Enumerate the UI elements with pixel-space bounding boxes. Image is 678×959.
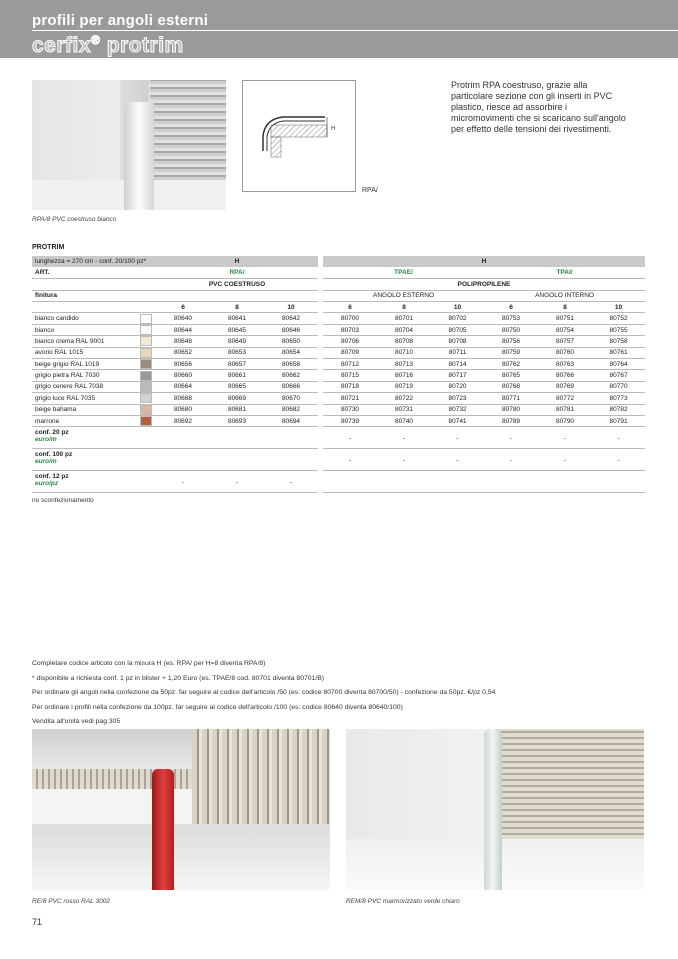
article-code: 80680 — [156, 404, 210, 415]
art-label: ART. — [32, 267, 156, 278]
article-code: 80759 — [484, 347, 538, 358]
article-code: 80649 — [210, 336, 264, 347]
article-code: 80754 — [538, 324, 592, 335]
size-header: 6 — [484, 302, 538, 313]
brand-title — [32, 33, 184, 58]
article-code: 80708 — [377, 336, 431, 347]
article-code: 80657 — [210, 359, 264, 370]
article-code: 80790 — [538, 415, 592, 426]
article-code: 80771 — [484, 393, 538, 404]
article-code: 80757 — [538, 336, 592, 347]
article-code: 80702 — [431, 313, 484, 324]
table-row — [32, 415, 645, 426]
article-code: 80705 — [431, 324, 484, 335]
note-line: Completare codice articolo con la misura H (es. RPA/ per H=8 diventa RPA/8) — [32, 660, 266, 667]
table-footnote: no sconfezionamento — [32, 497, 94, 505]
finish-name: avorio RAL 1015 — [32, 347, 136, 358]
conf-label: conf. 20 pz — [35, 429, 69, 437]
article-code: 80711 — [431, 347, 484, 358]
article-code: 80652 — [156, 347, 210, 358]
art-tpae: TPAE/ — [323, 267, 484, 278]
page-header — [0, 0, 678, 58]
note-line: * disponibile a richiesta conf. 1 pz in blister + 1,20 Euro (es. TPAE/8 cod. 80701 diventa 80701/B) — [32, 674, 325, 682]
article-code: 80682 — [264, 404, 318, 415]
article-code: 80654 — [264, 347, 318, 358]
brand-name: cerfix — [32, 34, 92, 57]
product-photo-rpa — [32, 80, 226, 210]
art-rpa: RPA/ — [156, 267, 318, 278]
h-header-pvc: H — [156, 256, 318, 267]
article-code: 80669 — [210, 393, 264, 404]
brand-registered-mark: ® — [91, 33, 101, 47]
size-header: 10 — [431, 302, 484, 313]
article-code: 80708 — [431, 336, 484, 347]
article-code: 80670 — [264, 393, 318, 404]
color-swatch — [140, 314, 152, 324]
length-note: lunghezza = 270 cm - conf. 20/100 pz* — [32, 256, 156, 267]
article-code: 80656 — [156, 359, 210, 370]
article-code: 80739 — [323, 415, 377, 426]
color-swatch — [140, 371, 152, 381]
price-placeholder: - — [323, 427, 377, 449]
product-photo-marble — [346, 729, 644, 890]
table-row — [32, 393, 645, 404]
note-line: Vendita all'unità vedi pag 305 — [32, 718, 121, 725]
photo-caption-red: RE/8 PVC rosso RAL 3002 — [32, 898, 110, 905]
finish-name: marrone — [32, 415, 136, 426]
color-swatch — [140, 325, 152, 335]
article-code: 80658 — [264, 359, 318, 370]
conf-unit: euro/pz — [35, 480, 59, 488]
price-placeholder: - — [156, 471, 210, 493]
header-divider — [32, 30, 678, 31]
note-line: Per ordinare gli angoli nella confezione da 50pz. far seguire al codice dell'articolo /50 (es: codice 80700 diventa 80700/50) - confezione da 50pz. €/pz 0,54 — [32, 689, 496, 696]
article-code: 80761 — [592, 347, 645, 358]
size-header: 8 — [377, 302, 431, 313]
article-code: 80767 — [592, 370, 645, 381]
size-header: 6 — [323, 302, 377, 313]
article-code: 80789 — [484, 415, 538, 426]
article-code: 80772 — [538, 393, 592, 404]
article-code: 80740 — [377, 415, 431, 426]
finish-name: grigio pietra RAL 7030 — [32, 370, 136, 381]
article-code: 80760 — [538, 347, 592, 358]
conf-unit: euro/m — [35, 436, 57, 444]
article-code: 80721 — [323, 393, 377, 404]
article-code: 80660 — [156, 370, 210, 381]
article-code: 80644 — [156, 324, 210, 335]
conf-12-row — [32, 471, 645, 493]
article-code: 80646 — [264, 324, 318, 335]
article-code: 80751 — [538, 313, 592, 324]
drawing-label: RPA/ — [362, 187, 378, 194]
finish-name: beige bahama — [32, 404, 136, 415]
conf-20-row — [32, 427, 645, 449]
article-code: 80765 — [484, 370, 538, 381]
article-code: 80703 — [323, 324, 377, 335]
article-code: 80640 — [156, 313, 210, 324]
price-placeholder: - — [377, 449, 431, 471]
conf-100-row — [32, 449, 645, 471]
finish-name: grigio cenere RAL 7038 — [32, 381, 136, 392]
article-code: 80780 — [484, 404, 538, 415]
article-code: 80764 — [592, 359, 645, 370]
article-code: 80641 — [210, 313, 264, 324]
price-placeholder: - — [210, 471, 264, 493]
conf-label: conf. 100 pz — [35, 451, 73, 459]
color-swatch — [140, 393, 152, 403]
size-header: 8 — [210, 302, 264, 313]
article-code: 80716 — [377, 370, 431, 381]
price-placeholder: - — [538, 427, 592, 449]
price-placeholder: - — [377, 427, 431, 449]
article-code: 80693 — [210, 415, 264, 426]
drawing-h-label: H — [331, 126, 336, 132]
article-code: 80668 — [156, 393, 210, 404]
article-code: 80700 — [323, 313, 377, 324]
size-header: 8 — [538, 302, 592, 313]
article-code: 80730 — [323, 404, 377, 415]
table-row — [32, 404, 645, 415]
angle-internal: ANGOLO INTERNO — [484, 290, 645, 301]
article-code: 80791 — [592, 415, 645, 426]
table-row — [32, 324, 645, 335]
article-code: 80661 — [210, 370, 264, 381]
article-code: 80665 — [210, 381, 264, 392]
size-header: 10 — [592, 302, 645, 313]
product-photo-red — [32, 729, 330, 890]
price-placeholder: - — [431, 449, 484, 471]
article-code: 80664 — [156, 381, 210, 392]
article-code: 80766 — [538, 370, 592, 381]
color-swatch — [140, 336, 152, 346]
size-header: 10 — [264, 302, 318, 313]
price-placeholder: - — [592, 427, 645, 449]
table-row — [32, 370, 645, 381]
note-line: Per ordinare i profili nella confezione da 100pz. far seguire al codice dell'articolo /100 (es: codice 80640 diventa 80640/100) — [32, 703, 403, 711]
table-title: PROTRIM — [32, 244, 65, 251]
material-pvc: PVC COESTRUSO — [156, 279, 318, 290]
article-code: 80662 — [264, 370, 318, 381]
conf-label: conf. 12 pz — [35, 473, 69, 481]
article-code: 80715 — [323, 370, 377, 381]
color-swatch — [140, 416, 152, 426]
color-swatch — [140, 348, 152, 358]
article-code: 80741 — [431, 415, 484, 426]
table-row — [32, 381, 645, 392]
article-code: 80653 — [210, 347, 264, 358]
article-code: 80782 — [592, 404, 645, 415]
article-code: 80763 — [538, 359, 592, 370]
art-tpai: TPAI/ — [484, 267, 645, 278]
finish-name: bianco crema RAL 9001 — [32, 336, 136, 347]
article-code: 80681 — [210, 404, 264, 415]
article-code: 80723 — [431, 393, 484, 404]
article-code: 80717 — [431, 370, 484, 381]
photo-caption-marble: REM/8 PVC marmorizzato verde chiaro — [346, 898, 460, 905]
color-swatch — [140, 359, 152, 369]
table-row — [32, 336, 645, 347]
product-table — [32, 256, 645, 493]
article-code: 80781 — [538, 404, 592, 415]
finish-name: bianco candido — [32, 313, 136, 324]
article-code: 80769 — [538, 381, 592, 392]
article-code: 80770 — [592, 381, 645, 392]
article-code: 80732 — [431, 404, 484, 415]
article-code: 80755 — [592, 324, 645, 335]
price-placeholder: - — [484, 427, 538, 449]
article-code: 80758 — [592, 336, 645, 347]
price-placeholder: - — [484, 449, 538, 471]
finish-name: bianco — [32, 324, 136, 335]
article-code: 80694 — [264, 415, 318, 426]
article-code: 80753 — [484, 313, 538, 324]
price-placeholder: - — [323, 449, 377, 471]
ordering-notes — [32, 657, 652, 730]
article-code: 80704 — [377, 324, 431, 335]
article-code: 80722 — [377, 393, 431, 404]
price-placeholder: - — [592, 449, 645, 471]
article-code: 80752 — [592, 313, 645, 324]
section-title: profili per angoli esterni — [32, 12, 209, 29]
price-placeholder: - — [264, 471, 318, 493]
article-code: 80773 — [592, 393, 645, 404]
article-code: 80720 — [431, 381, 484, 392]
photo-caption-rpa: RPA/8 PVC coestruso bianco — [32, 216, 117, 223]
color-swatch — [140, 382, 152, 392]
article-code: 80713 — [377, 359, 431, 370]
article-code: 80701 — [377, 313, 431, 324]
conf-unit: euro/m — [35, 458, 57, 466]
finish-label: finitura — [32, 290, 156, 301]
table-row — [32, 347, 645, 358]
h-header-pp: H — [323, 256, 645, 267]
article-code: 80650 — [264, 336, 318, 347]
product-table-block — [32, 244, 645, 504]
article-code: 80712 — [323, 359, 377, 370]
color-swatch — [140, 405, 152, 415]
article-code: 80710 — [377, 347, 431, 358]
table-row — [32, 359, 645, 370]
table-row — [32, 313, 645, 324]
article-code: 80731 — [377, 404, 431, 415]
article-code: 80648 — [156, 336, 210, 347]
article-code: 80718 — [323, 381, 377, 392]
article-code: 80692 — [156, 415, 210, 426]
material-pp: POLIPROPILENE — [323, 279, 645, 290]
brand-product: protrim — [100, 34, 184, 57]
product-description: Protrim RPA coestruso, grazie alla particolare sezione con gli inserti in PVC plastico, riesce ad assorbire i micromovimenti che si scaricano sull'angolo per effetto delle tensioni dei rivestimenti. — [451, 80, 626, 134]
price-placeholder: - — [538, 449, 592, 471]
price-placeholder: - — [431, 427, 484, 449]
angle-external: ANGOLO ESTERNO — [323, 290, 484, 301]
article-code: 80719 — [377, 381, 431, 392]
article-code: 80645 — [210, 324, 264, 335]
article-code: 80709 — [323, 347, 377, 358]
article-code: 80642 — [264, 313, 318, 324]
page-number: 71 — [32, 917, 43, 927]
article-code: 80666 — [264, 381, 318, 392]
finish-name: beige grigio RAL 1019 — [32, 359, 136, 370]
article-code: 80768 — [484, 381, 538, 392]
finish-name: grigio luce RAL 7035 — [32, 393, 136, 404]
size-header: 6 — [156, 302, 210, 313]
article-code: 80714 — [431, 359, 484, 370]
article-code: 80750 — [484, 324, 538, 335]
profile-drawing — [242, 80, 356, 192]
article-code: 80756 — [484, 336, 538, 347]
article-code: 80762 — [484, 359, 538, 370]
article-code: 80706 — [323, 336, 377, 347]
